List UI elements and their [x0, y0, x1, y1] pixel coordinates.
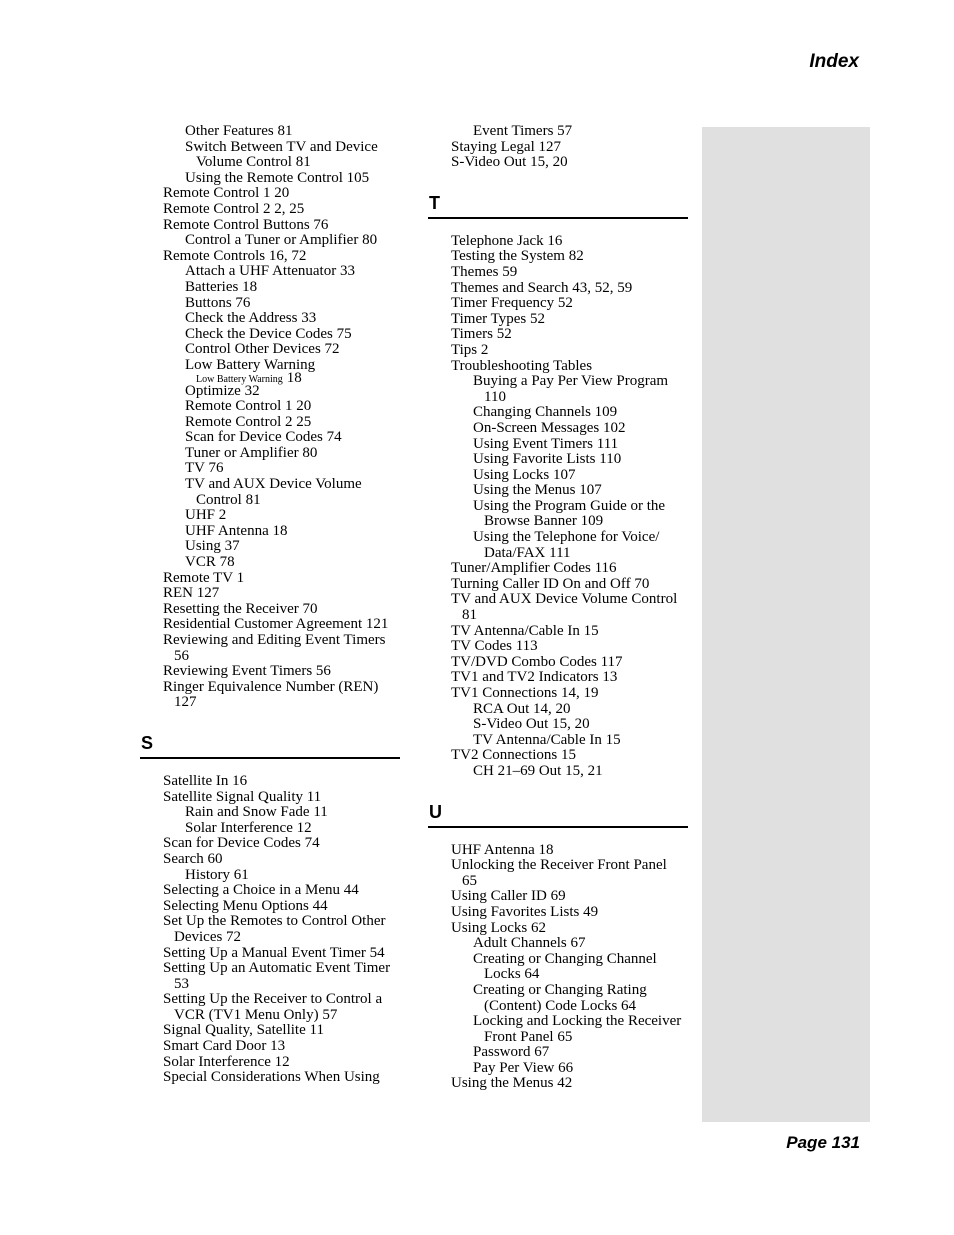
- index-entry: S-Video Out 15, 20: [451, 154, 568, 171]
- index-entry: Timer Types 52: [451, 310, 545, 327]
- index-entry: Themes and Search 43, 52, 59: [451, 279, 633, 296]
- index-entry: Reviewing and Editing Event Timers: [163, 632, 386, 648]
- index-subentry: Other Features 81: [185, 123, 293, 139]
- index-entry: Using Locks 62: [451, 919, 546, 936]
- index-subentry: Buying a Pay Per View Program: [473, 373, 669, 390]
- index-entry: Remote Control Buttons 76: [163, 216, 329, 233]
- index-entry: Turning Caller ID On and Off 70: [451, 575, 650, 592]
- index-subentry: Creating or Changing Rating: [473, 981, 647, 998]
- index-sub-note-text: Low Battery Warning: [196, 373, 283, 385]
- index-subentry: 81: [462, 607, 477, 624]
- index-entry: TV2 Connections 15: [451, 747, 576, 764]
- index-sub-note: [140, 369, 400, 386]
- index-subentry: TV and AUX Device Volume: [185, 476, 362, 493]
- index-subentry: 53: [174, 975, 189, 992]
- index-subentry: RCA Out 14, 20: [473, 700, 571, 717]
- index-subentry: TV 76: [185, 460, 224, 477]
- index-subentry: VCR 78: [185, 554, 235, 571]
- index-subentry: 56: [174, 647, 189, 664]
- index-subentry: Browse Banner 109: [484, 513, 604, 530]
- index-subentry: 110: [484, 388, 506, 405]
- index-subentry: Volume Control 81: [196, 154, 311, 171]
- index-entry: Staying Legal 127: [451, 138, 561, 155]
- index-subentry: Front Panel 65: [484, 1028, 573, 1045]
- index-subentry: Pay Per View 66: [473, 1059, 574, 1076]
- index-entry: Signal Quality, Satellite 11: [163, 1022, 324, 1039]
- index-entry: TV/DVD Combo Codes 117: [451, 653, 623, 670]
- index-subentry: Rain and Snow Fade 11: [185, 804, 328, 821]
- index-entry: Themes 59: [451, 263, 518, 280]
- index-subentry: Using the Menus 107: [473, 482, 602, 499]
- index-subentry: Locks 64: [484, 966, 540, 983]
- index-entry: Search 60: [163, 850, 223, 867]
- index-subentry: Tuner or Amplifier 80: [185, 444, 318, 461]
- index-subentry: History 61: [185, 866, 249, 883]
- index-subentry: Password 67: [473, 1044, 550, 1061]
- index-entry: Tuner/Amplifier Codes 116: [451, 560, 617, 577]
- index-entry: TV1 and TV2 Indicators 13: [451, 669, 618, 686]
- index-subentry: Remote Control 1 20: [185, 398, 312, 415]
- index-subentry: 65: [462, 872, 477, 889]
- index-sub-note-page: 18: [286, 369, 302, 386]
- index-entry: Using the Menus 42: [451, 1075, 573, 1092]
- index-subentry: Control Other Devices 72: [185, 341, 340, 358]
- index-subentry: Adult Channels 67: [473, 935, 586, 952]
- index-entry: Remote Control 2 2, 25: [163, 200, 305, 217]
- index-entry: Tips 2: [451, 341, 489, 358]
- index-entry: Setting Up the Receiver to Control a: [163, 991, 383, 1008]
- section-heading-s: S: [140, 733, 400, 759]
- index-entry: Unlocking the Receiver Front Panel: [451, 857, 667, 874]
- index-entry: Remote Controls 16, 72: [163, 247, 307, 264]
- index-entry: Set Up the Remotes to Control Other: [163, 913, 386, 930]
- index-subentry: Event Timers 57: [473, 123, 573, 139]
- index-subentry: Scan for Device Codes 74: [185, 429, 342, 446]
- index-entry: Special Considerations When Using: [163, 1069, 380, 1086]
- index-entry: Smart Card Door 13: [163, 1038, 286, 1055]
- index-entry: Timers 52: [451, 326, 512, 343]
- index-subentry: Switch Between TV and Device: [185, 138, 378, 155]
- index-subentry: Control a Tuner or Amplifier 80: [185, 232, 378, 249]
- index-entry: Selecting a Choice in a Menu 44: [163, 882, 359, 899]
- index-subentry: VCR (TV1 Menu Only) 57: [174, 1006, 338, 1023]
- index-subentry: Check the Address 33: [185, 310, 317, 327]
- index-entry: Residential Customer Agreement 121: [163, 616, 389, 633]
- index-subentry: 127: [174, 694, 197, 711]
- index-subentry: Locking and Locking the Receiver: [473, 1013, 682, 1030]
- index-subentry: Batteries 18: [185, 278, 258, 295]
- index-subentry: Using the Telephone for Voice/: [473, 529, 660, 546]
- index-subentry: Using 37: [185, 538, 240, 555]
- page-number: Page 131: [786, 1133, 860, 1152]
- index-subentry: Remote Control 2 25: [185, 413, 312, 430]
- index-entry: Satellite In 16: [163, 772, 248, 789]
- index-subentry: UHF 2: [185, 507, 227, 524]
- index-subentry: TV Antenna/Cable In 15: [473, 731, 621, 748]
- index-entry: Remote Control 1 20: [163, 185, 290, 202]
- index-entry: Scan for Device Codes 74: [163, 835, 320, 852]
- index-subentry: Devices 72: [174, 928, 242, 945]
- section-heading-u: U: [428, 802, 688, 828]
- index-column-right: [428, 124, 688, 1092]
- index-subentry: Low Battery Warning: [185, 356, 316, 373]
- index-entry: Using Favorites Lists 49: [451, 903, 599, 920]
- index-entry: Solar Interference 12: [163, 1053, 290, 1070]
- index-subentry: CH 21–69 Out 15, 21: [473, 762, 603, 779]
- index-entry: Telephone Jack 16: [451, 232, 563, 249]
- index-subentry: On-Screen Messages 102: [473, 419, 626, 436]
- index-entry: Reviewing Event Timers 56: [163, 663, 331, 680]
- index-subentry: UHF Antenna 18: [185, 522, 288, 539]
- index-subentry: Data/FAX 111: [484, 544, 571, 561]
- index-subentry: Using the Remote Control 105: [185, 169, 370, 186]
- index-entry: Timer Frequency 52: [451, 295, 573, 312]
- index-subentry: Optimize 32: [185, 382, 260, 399]
- index-subentry: S-Video Out 15, 20: [473, 716, 590, 733]
- index-entry: Ringer Equivalence Number (REN): [163, 678, 379, 695]
- index-entry: Testing the System 82: [451, 248, 584, 265]
- index-entry: Troubleshooting Tables: [451, 357, 593, 374]
- index-entry: Selecting Menu Options 44: [163, 897, 328, 914]
- index-column-left: [140, 124, 400, 1086]
- index-subentry: Solar Interference 12: [185, 819, 312, 836]
- sidebar-panel: [702, 127, 870, 1122]
- index-subentry: Control 81: [196, 491, 261, 508]
- index-entry: Resetting the Receiver 70: [163, 600, 318, 617]
- index-subentry: Using Event Timers 111: [473, 435, 619, 452]
- index-entry: TV Codes 113: [451, 638, 538, 655]
- index-subentry: Attach a UHF Attenuator 33: [185, 263, 355, 280]
- index-subentry: Changing Channels 109: [473, 404, 618, 421]
- index-entry: Satellite Signal Quality 11: [163, 788, 322, 805]
- index-subentry: Buttons 76: [185, 294, 251, 311]
- index-subentry: Using Favorite Lists 110: [473, 451, 622, 468]
- index-entry: Setting Up a Manual Event Timer 54: [163, 944, 385, 961]
- index-subentry: Creating or Changing Channel: [473, 950, 657, 967]
- index-subentry: Using Locks 107: [473, 466, 576, 483]
- page-header-title: Index: [809, 51, 859, 72]
- index-entry: REN 127: [163, 585, 220, 602]
- index-entry: Using Caller ID 69: [451, 888, 566, 905]
- index-entry: TV Antenna/Cable In 15: [451, 622, 599, 639]
- index-entry: TV1 Connections 14, 19: [451, 685, 599, 701]
- index-entry: Setting Up an Automatic Event Timer: [163, 960, 391, 977]
- section-heading-t: T: [428, 193, 688, 219]
- index-subentry: Check the Device Codes 75: [185, 325, 352, 342]
- index-entry: UHF Antenna 18: [451, 841, 554, 858]
- index-subentry: Using the Program Guide or the: [473, 497, 666, 514]
- index-subentry: (Content) Code Locks 64: [484, 997, 637, 1014]
- index-entry: Remote TV 1: [163, 569, 245, 586]
- index-entry: TV and AUX Device Volume Control: [451, 591, 678, 608]
